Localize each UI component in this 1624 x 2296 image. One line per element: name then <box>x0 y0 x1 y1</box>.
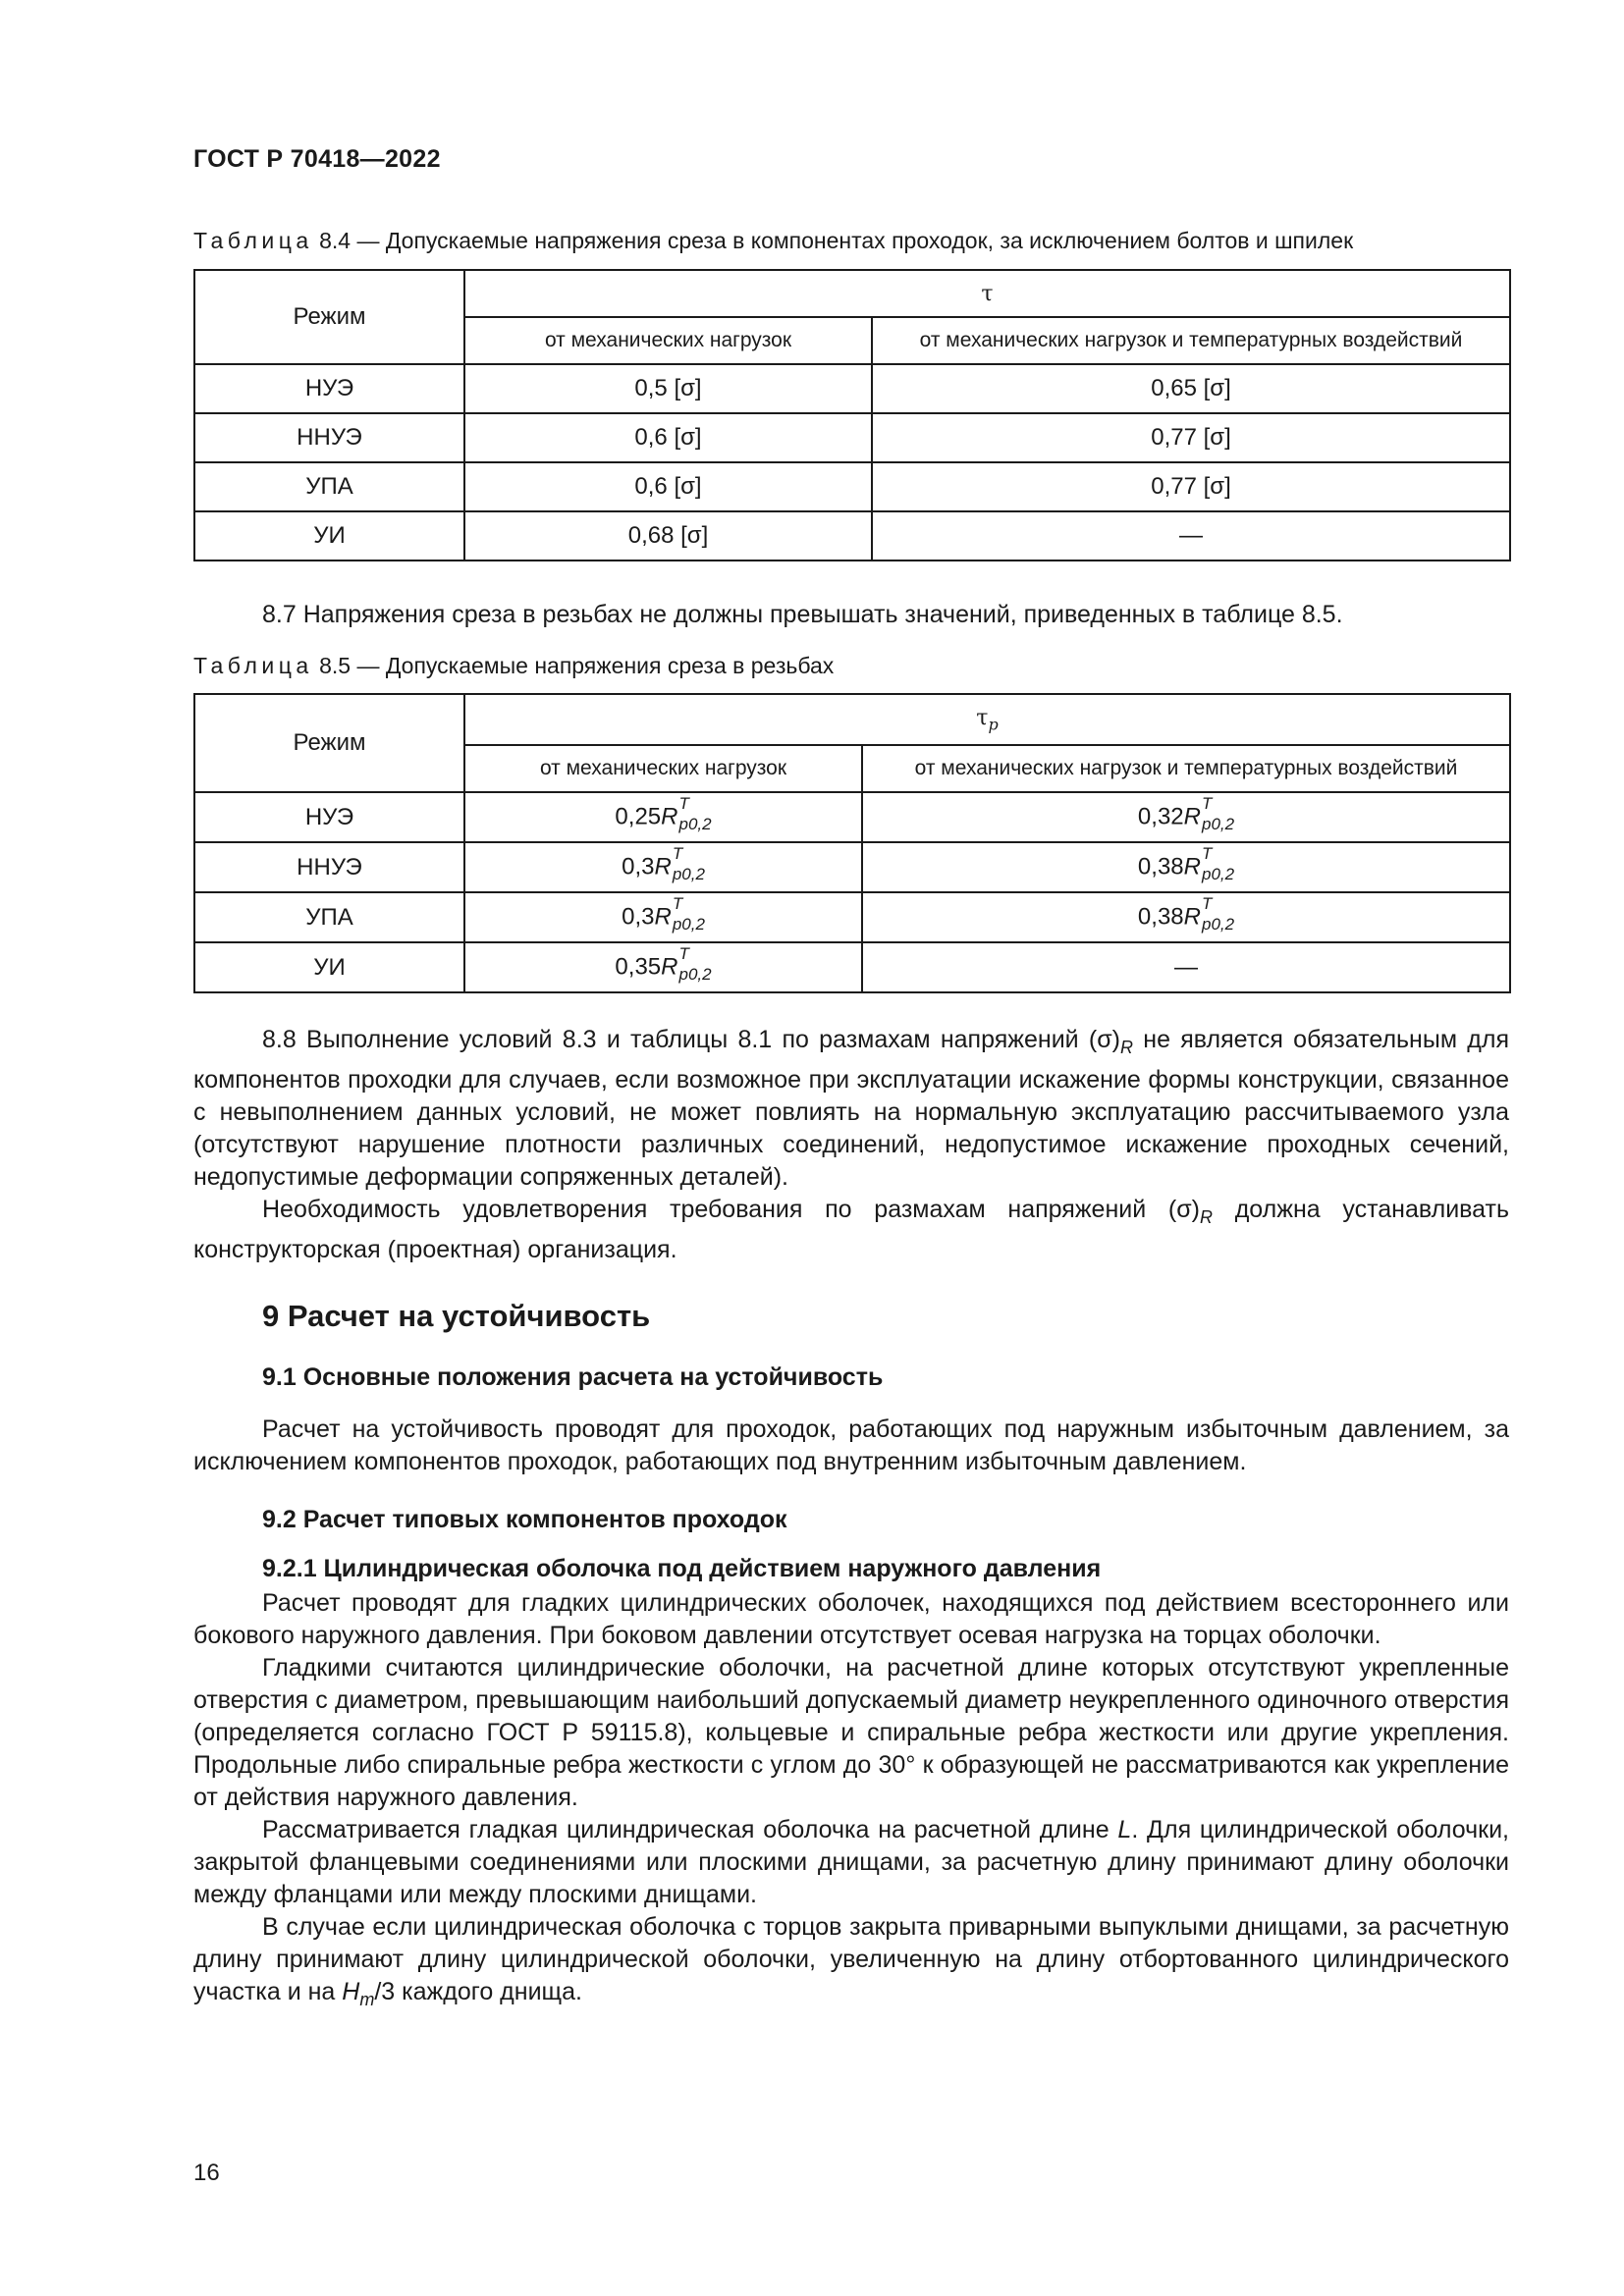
table-cell-mode: УИ <box>194 942 464 992</box>
text-run: /3 каждого днища. <box>374 1978 582 2005</box>
r-subscript: p0,2 <box>678 964 712 984</box>
document-code: ГОСТ Р 70418—2022 <box>193 145 441 173</box>
r-superscript: T <box>678 793 689 813</box>
r-subscript: p0,2 <box>672 864 705 883</box>
paragraph-8-8-text <box>193 1024 1509 1194</box>
r-superscript: T <box>672 843 683 863</box>
table-cell-mode: НУЭ <box>194 792 464 842</box>
table-cell-mech-temp: 0,77 [σ] <box>872 462 1510 511</box>
r-superscript: T <box>672 893 683 913</box>
text-run: Необходимость удовлетворения требования по размахам напряжений (σ) <box>262 1196 1200 1223</box>
r-superscript: T <box>1201 843 1213 863</box>
paragraph-9-2-1-p2: Гладкими считаются цилиндрические оболочки, на расчетной длине которых отсутствуют укрепленные отверстия с диаметром, превышающим наибольший допускаемый диаметр неукрепленного одиночного отверстия (определяется согласно ГОСТ Р 59115.8), кольцевые и спиральные ребра жесткости или другие укрепления. Продольные либо спиральные ребра жесткости с углом до 30° к образующей не рассматриваются как укрепление от действия наружного давления. <box>193 1654 1509 1811</box>
table-row <box>194 462 1510 511</box>
page-number: 16 <box>193 2160 220 2186</box>
paragraph-9-2-1-p4 <box>193 1911 1509 2016</box>
coefficient: 0,38 <box>1137 852 1184 880</box>
paragraph-8-7 <box>193 599 1509 631</box>
text-run: 8.8 Выполнение условий 8.3 и таблицы 8.1 по размахам напряжений (σ) <box>262 1026 1120 1053</box>
table-8-5-caption <box>193 653 834 679</box>
r-subscript: p0,2 <box>1201 814 1235 833</box>
coefficient: 0,35 <box>615 952 662 980</box>
table-row <box>194 364 1510 413</box>
table-cell-mech-temp: 0,77 [σ] <box>872 413 1510 462</box>
table-8-5-header-mode: Режим <box>194 694 464 792</box>
table-cell-mech-temp: — <box>862 942 1510 992</box>
r-subscript: p0,2 <box>672 914 705 934</box>
paragraph-8-8-continuation <box>193 1194 1509 1266</box>
coefficient: 0,32 <box>1137 802 1184 829</box>
r-superscript: T <box>1201 893 1213 913</box>
table-8-5-header-mech-temp: от механических нагрузок и температурных воздействий <box>862 745 1510 792</box>
table-8-4-caption-word: Таблица <box>193 228 313 253</box>
r-superscript: T <box>678 943 689 963</box>
table-cell-mech-temp <box>862 842 1510 892</box>
table-row <box>194 942 1510 992</box>
table-cell-mech: 0,68 [σ] <box>464 511 872 561</box>
r-letter: R <box>1183 802 1201 829</box>
section-9-2-heading: 9.2 Расчет типовых компонентов проходок <box>262 1506 787 1533</box>
table-cell-mech-temp <box>862 892 1510 942</box>
coefficient: 0,25 <box>615 802 662 829</box>
text-run: не является обязательным для компонентов проходки для случаев, если возможное при эксплуатации искажение формы конструкции, связанное с невыполнением данных условий, не может повлиять на нормальную эксплуатацию рассчитываемого узла (отсутствуют нарушение плотности различных соединений, недопустимое искажение проходных сечений, недопустимые деформации сопряженных деталей). <box>193 1026 1510 1191</box>
table-cell-mode: УИ <box>194 511 464 561</box>
table-cell-mech <box>464 942 862 992</box>
coefficient: 0,38 <box>1137 902 1184 930</box>
table-8-4 <box>193 269 1511 561</box>
subscript: R <box>1119 1038 1133 1057</box>
table-row <box>194 511 1510 561</box>
table-8-4-header-mech: от механических нагрузок <box>464 317 872 364</box>
table-row <box>194 842 1510 892</box>
table-8-5-header-tau-p <box>464 694 1510 745</box>
paragraph-9-2-1-p1: Расчет проводят для гладких цилиндрических оболочек, находящихся под действием всестороннего или бокового наружного давления. При боковом давлении отсутствует осевая нагрузка на торцах оболочки. <box>193 1589 1509 1649</box>
table-cell-mode: УПА <box>194 892 464 942</box>
table-cell-mech <box>464 792 862 842</box>
tau-symbol: τ <box>976 705 989 730</box>
paragraph-8-7-text: 8.7 Напряжения среза в резьбах не должны превышать значений, приведенных в таблице 8.5. <box>262 601 1343 628</box>
r-subscript: p0,2 <box>1201 864 1235 883</box>
r-letter: R <box>1183 852 1201 880</box>
table-cell-mode: ННУЭ <box>194 842 464 892</box>
r-letter: R <box>661 952 678 980</box>
table-cell-mode: УПА <box>194 462 464 511</box>
table-8-4-header-tau: τ <box>464 270 1510 317</box>
paragraph-8-8 <box>193 1024 1509 1266</box>
r-letter: R <box>654 852 672 880</box>
table-8-4-caption <box>193 228 1353 254</box>
table-8-4-caption-text: 8.4 — Допускаемые напряжения среза в компонентах проходок, за исключением болтов и шпилек <box>319 228 1354 253</box>
table-cell-mech <box>464 842 862 892</box>
table-cell-mech-temp <box>862 792 1510 842</box>
text-run: . Для цилиндрической оболочки, закрытой фланцевыми соединениями или плоскими днищами, за расчетную длину принимают длину оболочки между фланцами или между плоскими днищами. <box>193 1816 1509 1908</box>
r-letter: R <box>654 902 672 930</box>
table-row <box>194 892 1510 942</box>
subscript: m <box>359 1990 375 2009</box>
text-run: должна устанавливать конструкторская (проектная) организация. <box>193 1196 1509 1263</box>
paragraph-9-2-1-p3 <box>193 1814 1509 1911</box>
table-cell-mode: НУЭ <box>194 364 464 413</box>
r-letter: R <box>1183 902 1201 930</box>
subscript: R <box>1199 1207 1213 1227</box>
table-cell-mode: ННУЭ <box>194 413 464 462</box>
tau-subscript: p <box>988 715 999 734</box>
r-letter: R <box>661 802 678 829</box>
table-8-5-caption-text: 8.5 — Допускаемые напряжения среза в резьбах <box>319 653 835 678</box>
table-8-4-header-mode: Режим <box>194 270 464 364</box>
text-run: Рассматривается гладкая цилиндрическая оболочка на расчетной длине <box>262 1816 1118 1843</box>
section-9-2-1-heading: 9.2.1 Цилиндрическая оболочка под действием наружного давления <box>262 1555 1102 1582</box>
paragraph-9-1 <box>193 1414 1509 1478</box>
table-8-5 <box>193 693 1511 993</box>
variable-L: L <box>1117 1816 1132 1843</box>
table-row <box>194 792 1510 842</box>
coefficient: 0,3 <box>622 902 655 930</box>
coefficient: 0,3 <box>622 852 655 880</box>
r-subscript: p0,2 <box>678 814 712 833</box>
table-8-5-caption-word: Таблица <box>193 653 313 678</box>
table-cell-mech-temp: — <box>872 511 1510 561</box>
text-run: В случае если цилиндрическая оболочка с торцов закрыта приварными выпуклыми днищами, за расчетную длину принимают длину цилиндрической оболочки, увеличенную на длину отбортованного цилиндрического участка и на <box>193 1913 1509 2005</box>
table-row <box>194 413 1510 462</box>
paragraph-9-2-1 <box>193 1587 1509 2016</box>
table-cell-mech-temp: 0,65 [σ] <box>872 364 1510 413</box>
variable-H: H <box>342 1978 360 2005</box>
table-cell-mech: 0,6 [σ] <box>464 462 872 511</box>
table-8-4-header-mech-temp: от механических нагрузок и температурных воздействий <box>872 317 1510 364</box>
r-subscript: p0,2 <box>1201 914 1235 934</box>
table-cell-mech: 0,6 [σ] <box>464 413 872 462</box>
paragraph-9-1-text: Расчет на устойчивость проводят для проходок, работающих под наружным избыточным давлением, за исключением компонентов проходок, работающих под внутренним избыточным давлением. <box>193 1415 1509 1475</box>
table-8-5-header-mech: от механических нагрузок <box>464 745 862 792</box>
section-9-1-heading: 9.1 Основные положения расчета на устойчивость <box>262 1363 884 1391</box>
r-superscript: T <box>1201 793 1213 813</box>
table-cell-mech: 0,5 [σ] <box>464 364 872 413</box>
section-9-heading: 9 Расчет на устойчивость <box>262 1299 651 1333</box>
table-cell-mech <box>464 892 862 942</box>
